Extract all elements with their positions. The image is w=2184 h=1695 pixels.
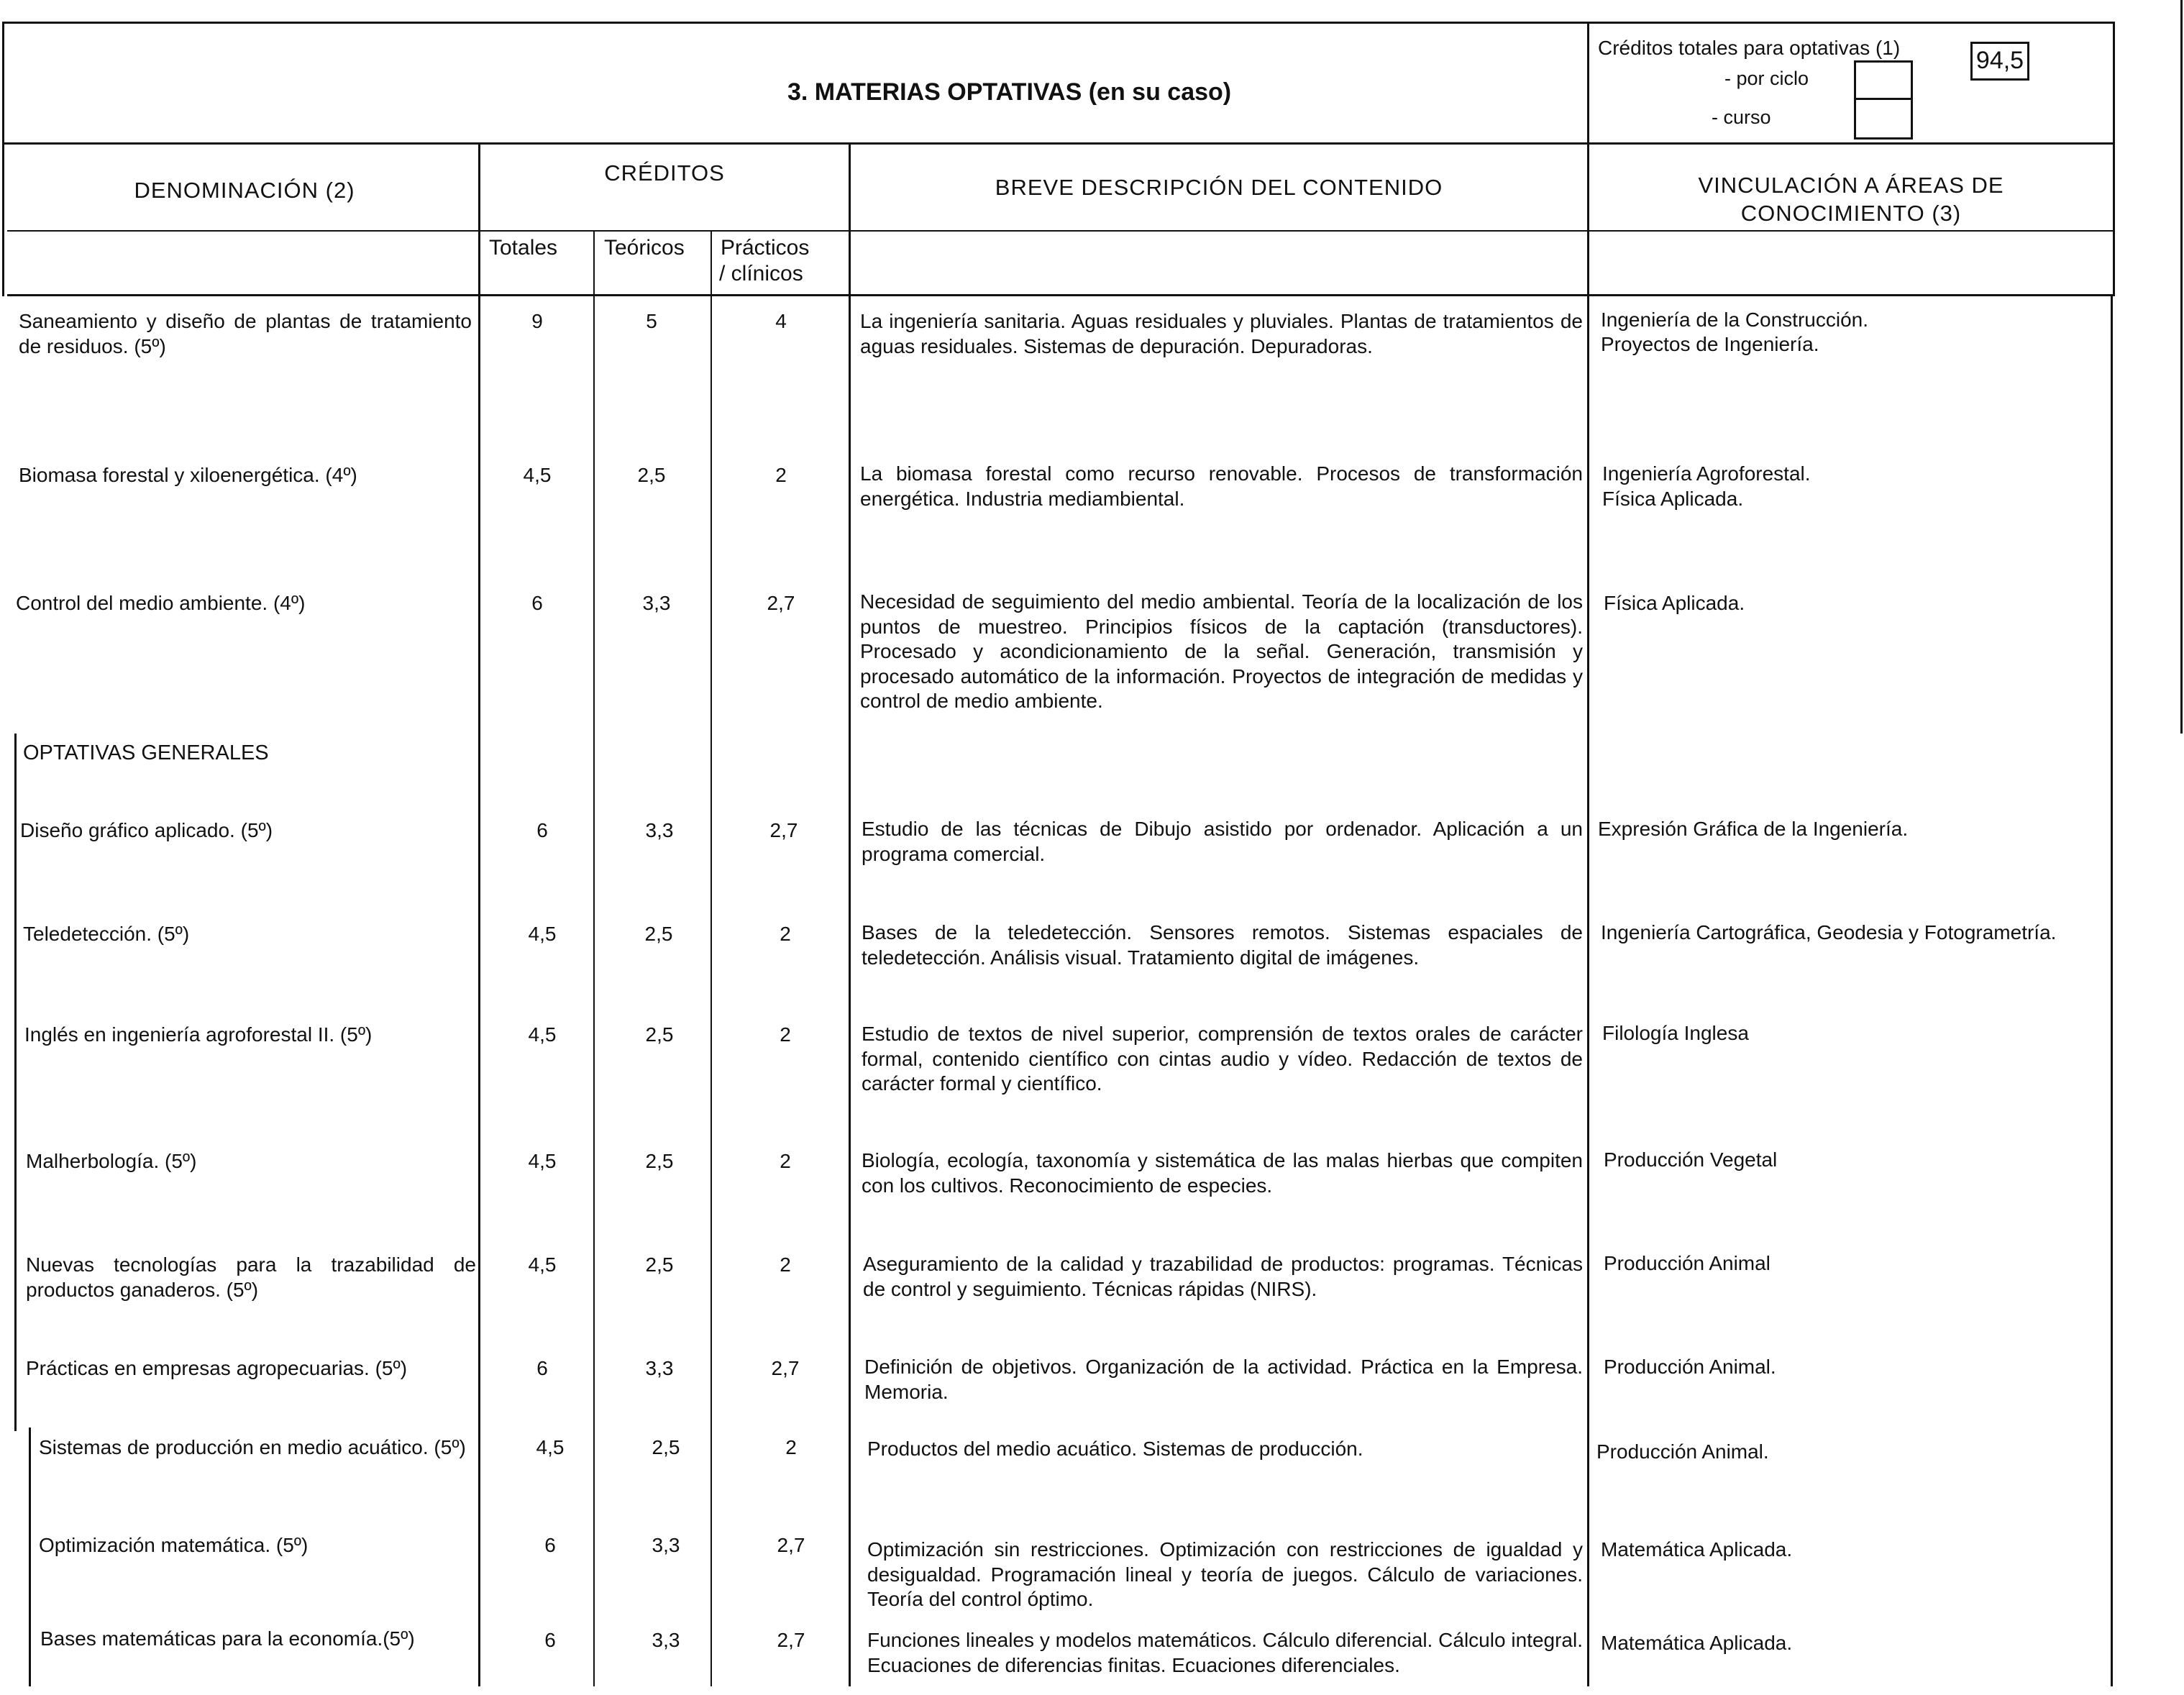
row-totales: 4,5 xyxy=(528,1150,557,1172)
col-header-practicos-2: / clínicos xyxy=(719,262,803,285)
subheader-divider xyxy=(7,230,2113,232)
frame-right xyxy=(2113,22,2115,296)
row-descripcion: La ingeniería sanitaria. Aguas residuales y pluviales. Plantas de tratamientos de aguas residuales. Sistemas de depuración. Depuradoras. xyxy=(860,310,1583,357)
row-area-2: Proyectos de Ingeniería. xyxy=(1601,333,1819,355)
row-totales: 6 xyxy=(536,1357,548,1379)
col-header-vinculacion-1: VINCULACIÓN A ÁREAS DE xyxy=(1698,173,2004,198)
col-header-creditos: CRÉDITOS xyxy=(604,160,725,186)
per-course-label: - curso xyxy=(1712,106,1771,128)
credits-box-divider xyxy=(1587,22,1589,296)
col-sep-prac xyxy=(711,230,712,296)
row-area: Física Aplicada. xyxy=(1604,592,1745,614)
row-name: Control del medio ambiente. (4º) xyxy=(16,592,306,614)
body-right-rule xyxy=(2111,295,2113,1686)
body-col-desc-rule xyxy=(849,295,851,1686)
row-area: Ingeniería Agroforestal. xyxy=(1602,462,1811,485)
row-area: Matemática Aplicada. xyxy=(1601,1538,1793,1561)
row-name: Diseño gráfico aplicado. (5º) xyxy=(20,819,273,841)
row-teoricos: 2,5 xyxy=(645,1023,674,1046)
row-totales: 4,5 xyxy=(528,1023,557,1046)
body-col-name-rule xyxy=(478,295,480,1686)
col-header-descripcion: BREVE DESCRIPCIÓN DEL CONTENIDO xyxy=(995,175,1443,200)
row-practicos: 2 xyxy=(780,1253,791,1276)
row-descripcion: Estudio de las técnicas de Dibujo asistido por ordenador. Aplicación a un programa comercial. xyxy=(862,818,1583,865)
row-descripcion: Biología, ecología, taxonomía y sistemática de las malas hierbas que compiten con los cultivos. Reconocimiento de especies. xyxy=(862,1149,1583,1197)
row-descripcion: Funciones lineales y modelos matemáticos. Cálculo diferencial. Cálculo integral. Ecuaciones de diferencias finitas. Ecuaciones diferenciales. xyxy=(867,1629,1583,1676)
row-totales: 6 xyxy=(531,592,543,614)
row-totales: 9 xyxy=(531,310,543,332)
row-name: Inglés en ingeniería agroforestal II. (5º) xyxy=(24,1023,373,1046)
row-teoricos: 3,3 xyxy=(642,592,671,614)
row-area: Producción Vegetal xyxy=(1604,1148,1778,1171)
row-practicos: 2,7 xyxy=(771,1357,800,1379)
frame-top xyxy=(2,22,2115,24)
header-bottom xyxy=(7,294,2113,296)
row-teoricos: 2,5 xyxy=(645,1150,674,1172)
row-practicos: 2 xyxy=(780,1023,791,1046)
row-name: Biomasa forestal y xiloenergética. (4º) xyxy=(19,464,357,486)
row-totales: 4,5 xyxy=(528,1253,557,1276)
col-header-vinculacion-2: CONOCIMIENTO (3) xyxy=(1740,201,1962,226)
per-course-box xyxy=(1854,98,1913,140)
row-name: Prácticas en empresas agropecuarias. (5º) xyxy=(26,1357,408,1379)
row-name: Nuevas tecnologías para la trazabilidad de productos ganaderos. (5º) xyxy=(26,1253,476,1301)
row-descripcion: Necesidad de seguimiento del medio ambiental. Teoría de la localización de los puntos de muestreo. Principios físicos de la captación (transductores). Procesado y acondicionamiento de la señal. Generación, transmisión y procesado automático de la información. Proyectos de integración de medidas y control de medio ambiente. xyxy=(860,590,1583,712)
row-practicos: 2,7 xyxy=(767,592,795,614)
row-name: Sistemas de producción en medio acuático. (5º) xyxy=(39,1436,466,1458)
row-descripcion: La biomasa forestal como recurso renovable. Procesos de transformación energética. Industria mediambiental. xyxy=(860,462,1583,510)
row-practicos: 2 xyxy=(775,464,787,486)
header-divider xyxy=(2,142,2115,145)
row-name: Saneamiento y diseño de plantas de tratamiento de residuos. (5º) xyxy=(19,310,472,357)
credits-total-label: Créditos totales para optativas (1) xyxy=(1598,37,1901,59)
row-area: Producción Animal xyxy=(1604,1252,1770,1274)
row-name: Teledetección. (5º) xyxy=(23,923,190,945)
total-credits-value: 94,5 xyxy=(1970,42,2029,81)
row-practicos: 2 xyxy=(785,1436,797,1458)
row-area: Filología Inglesa xyxy=(1602,1022,1749,1044)
row-practicos: 2 xyxy=(780,1150,791,1172)
row-totales: 4,5 xyxy=(523,464,552,486)
row-area: Ingeniería Cartográfica, Geodesia y Fotogrametría. xyxy=(1601,921,2057,944)
row-area: Matemática Aplicada. xyxy=(1601,1632,1793,1654)
per-cycle-label: - por ciclo xyxy=(1724,68,1809,89)
col-header-practicos-1: Prácticos xyxy=(721,236,810,260)
lower-left-rule xyxy=(29,1427,31,1686)
row-totales: 6 xyxy=(536,819,548,841)
per-cycle-box xyxy=(1854,60,1913,102)
row-name: Malherbología. (5º) xyxy=(26,1150,197,1172)
body-col-totales-rule xyxy=(593,295,595,1686)
row-descripcion: Optimización sin restricciones. Optimización con restricciones de igualdad y desigualdad. Programación lineal y teoría de juegos. Cálculo de variaciones. Teoría del control óptimo. xyxy=(867,1538,1583,1610)
page-edge-rule xyxy=(2180,0,2183,734)
row-practicos: 2,7 xyxy=(777,1629,805,1651)
body-col-teoricos-rule xyxy=(711,295,712,1686)
row-practicos: 2,7 xyxy=(777,1534,805,1556)
body-col-area-rule xyxy=(1587,295,1589,1686)
row-descripcion: Definición de objetivos. Organización de la actividad. Práctica en la Empresa. Memoria. xyxy=(864,1356,1583,1403)
col-header-teoricos: Teóricos xyxy=(604,236,685,260)
row-area: Producción Animal. xyxy=(1596,1440,1769,1463)
row-totales: 6 xyxy=(544,1629,556,1651)
row-totales: 6 xyxy=(544,1534,556,1556)
row-teoricos: 2,5 xyxy=(637,464,666,486)
row-teoricos: 3,3 xyxy=(652,1534,680,1556)
row-name: Optimización matemática. (5º) xyxy=(39,1534,309,1556)
row-teoricos: 2,5 xyxy=(645,1253,674,1276)
row-area: Expresión Gráfica de la Ingeniería. xyxy=(1598,818,1909,840)
row-teoricos: 3,3 xyxy=(645,1357,674,1379)
frame-left xyxy=(2,22,4,296)
col-sep-teo xyxy=(593,230,595,296)
row-descripcion: Bases de la teledetección. Sensores remotos. Sistemas espaciales de teledetección. Análisis visual. Tratamiento digital de imágenes. xyxy=(862,921,1583,969)
row-descripcion: Aseguramiento de la calidad y trazabilidad de productos: programas. Técnicas de control y seguimiento. Técnicas rápidas (NIRS). xyxy=(863,1253,1583,1300)
row-totales: 4,5 xyxy=(536,1436,565,1458)
section-label: OPTATIVAS GENERALES xyxy=(23,741,269,764)
col-header-totales: Totales xyxy=(489,236,558,260)
row-teoricos: 2,5 xyxy=(644,923,673,945)
col-header-denominacion: DENOMINACIÓN (2) xyxy=(134,178,355,203)
row-area: Ingeniería de la Construcción. xyxy=(1601,309,1868,331)
row-descripcion: Estudio de textos de nivel superior, comprensión de textos orales de carácter formal, contenido científico con cintas audio y vídeo. Redacción de textos de carácter formal y científico. xyxy=(862,1023,1583,1095)
col-sep-desc xyxy=(849,144,851,296)
row-teoricos: 3,3 xyxy=(652,1629,680,1651)
row-teoricos: 5 xyxy=(646,310,657,332)
page-title: 3. MATERIAS OPTATIVAS (en su caso) xyxy=(787,78,1232,106)
body-left-rule xyxy=(14,734,17,1431)
row-practicos: 2,7 xyxy=(769,819,798,841)
row-totales: 4,5 xyxy=(528,923,557,945)
row-area: Producción Animal. xyxy=(1604,1356,1776,1378)
row-practicos: 4 xyxy=(775,310,787,332)
row-teoricos: 3,3 xyxy=(645,819,674,841)
row-practicos: 2 xyxy=(780,923,791,945)
row-descripcion: Productos del medio acuático. Sistemas de producción. xyxy=(867,1438,1363,1460)
row-name: Bases matemáticas para la economía.(5º) xyxy=(40,1627,415,1650)
row-area-2: Física Aplicada. xyxy=(1602,488,1744,510)
row-teoricos: 2,5 xyxy=(652,1436,680,1458)
